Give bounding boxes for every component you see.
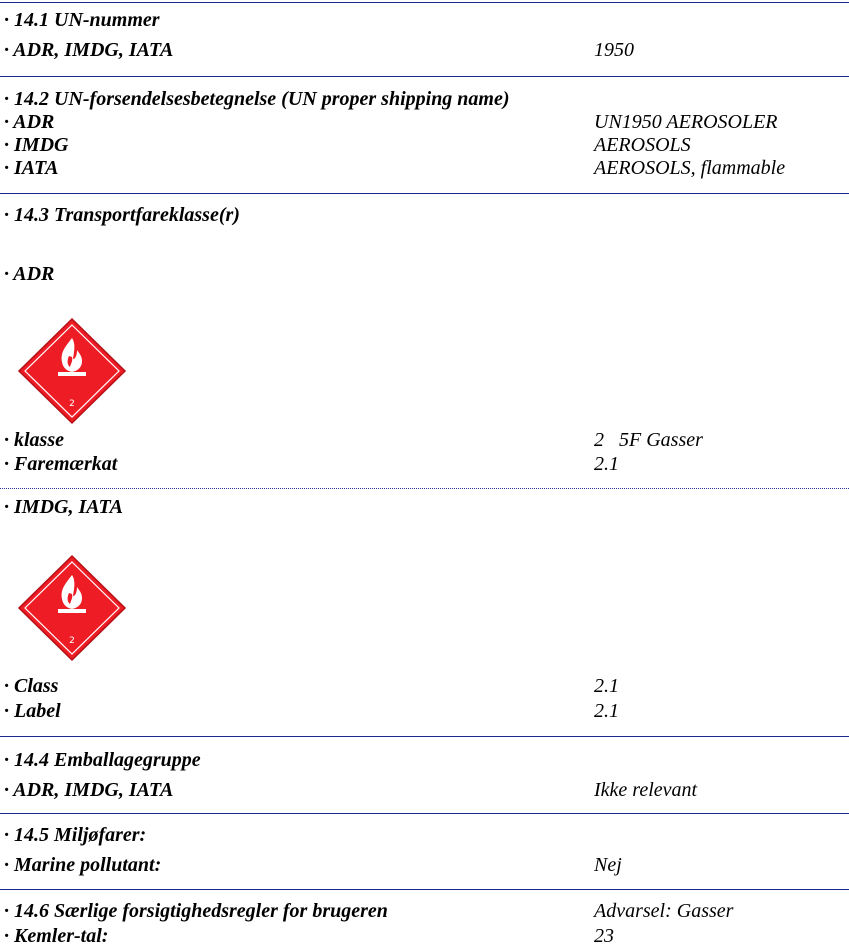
row-value: AEROSOLS, flammable: [594, 157, 786, 179]
adr-class-row: [4, 428, 849, 452]
section-heading-text: · 14.5 Miljøfarer:: [4, 824, 147, 846]
section-heading-text: · 14.2 UN-forsendelsesbetegnelse (UN proper shipping name): [4, 88, 510, 110]
section-heading-text: · 14.1 UN-nummer: [4, 9, 160, 31]
row-value: 2 5F Gasser: [594, 429, 703, 451]
row-value: 2.1: [594, 453, 619, 475]
section-heading-value: Advarsel: Gasser: [594, 900, 734, 922]
shipping-name-row-iata: [4, 156, 849, 180]
section-divider: [0, 193, 849, 194]
kemler-row: [4, 924, 849, 948]
section-14-3-heading: [4, 203, 849, 227]
row-label: · ADR, IMDG, IATA: [4, 39, 174, 61]
row-value: UN1950 AEROSOLER: [594, 111, 778, 133]
subsection-divider: [0, 488, 849, 489]
shipping-name-row-imdg: [4, 133, 849, 157]
section-heading-text: · 14.6 Særlige forsigtighedsregler for brugeren: [4, 900, 388, 922]
section-divider: [0, 736, 849, 737]
row-value: AEROSOLS: [594, 134, 691, 156]
row-value: Ikke relevant: [594, 779, 698, 801]
packing-group-row: [4, 778, 849, 802]
flammable-gas-placard-adr: [16, 316, 128, 426]
imdg-label-row: [4, 699, 849, 723]
section-14-4-heading: [4, 748, 849, 772]
section-14-5-heading: [4, 823, 849, 847]
section-divider: [0, 76, 849, 77]
flammable-gas-placard-imdg-iata: [16, 553, 128, 663]
row-label: · Faremærkat: [4, 453, 118, 475]
row-label: · IMDG: [4, 134, 69, 156]
row-label: · IATA: [4, 157, 59, 179]
row-label: · Kemler-tal:: [4, 925, 109, 947]
row-label: · ADR: [4, 111, 55, 133]
imdg-iata-subheading: [4, 495, 849, 519]
imdg-class-row: [4, 674, 849, 698]
row-value: 2.1: [594, 700, 619, 722]
section-heading-text: · 14.4 Emballagegruppe: [4, 749, 201, 771]
section-14-2-heading: [4, 87, 849, 111]
marine-pollutant-row: [4, 853, 849, 877]
un-number-row: [4, 38, 849, 62]
section-divider: [0, 813, 849, 814]
section-divider: [0, 889, 849, 890]
row-label: · Label: [4, 700, 61, 722]
row-label: · Marine pollutant:: [4, 854, 162, 876]
section-14-1-heading: [4, 8, 849, 32]
section-14-6-heading: [4, 899, 849, 923]
row-label: · ADR, IMDG, IATA: [4, 779, 174, 801]
subheading-text: · ADR: [4, 263, 55, 285]
row-value: Nej: [594, 854, 622, 876]
row-value: 23: [594, 925, 614, 947]
subheading-text: · IMDG, IATA: [4, 496, 123, 518]
placard-class-number: 2: [69, 399, 75, 409]
shipping-name-row-adr: [4, 110, 849, 134]
section-heading-text: · 14.3 Transportfareklasse(r): [4, 204, 240, 226]
section-divider: [0, 2, 849, 3]
adr-label-row: [4, 452, 849, 476]
row-value: 2.1: [594, 675, 619, 697]
row-label: · Class: [4, 675, 59, 697]
row-label: · klasse: [4, 429, 64, 451]
row-value: 1950: [594, 39, 634, 61]
placard-class-number: 2: [69, 636, 75, 646]
adr-subheading: [4, 262, 849, 286]
